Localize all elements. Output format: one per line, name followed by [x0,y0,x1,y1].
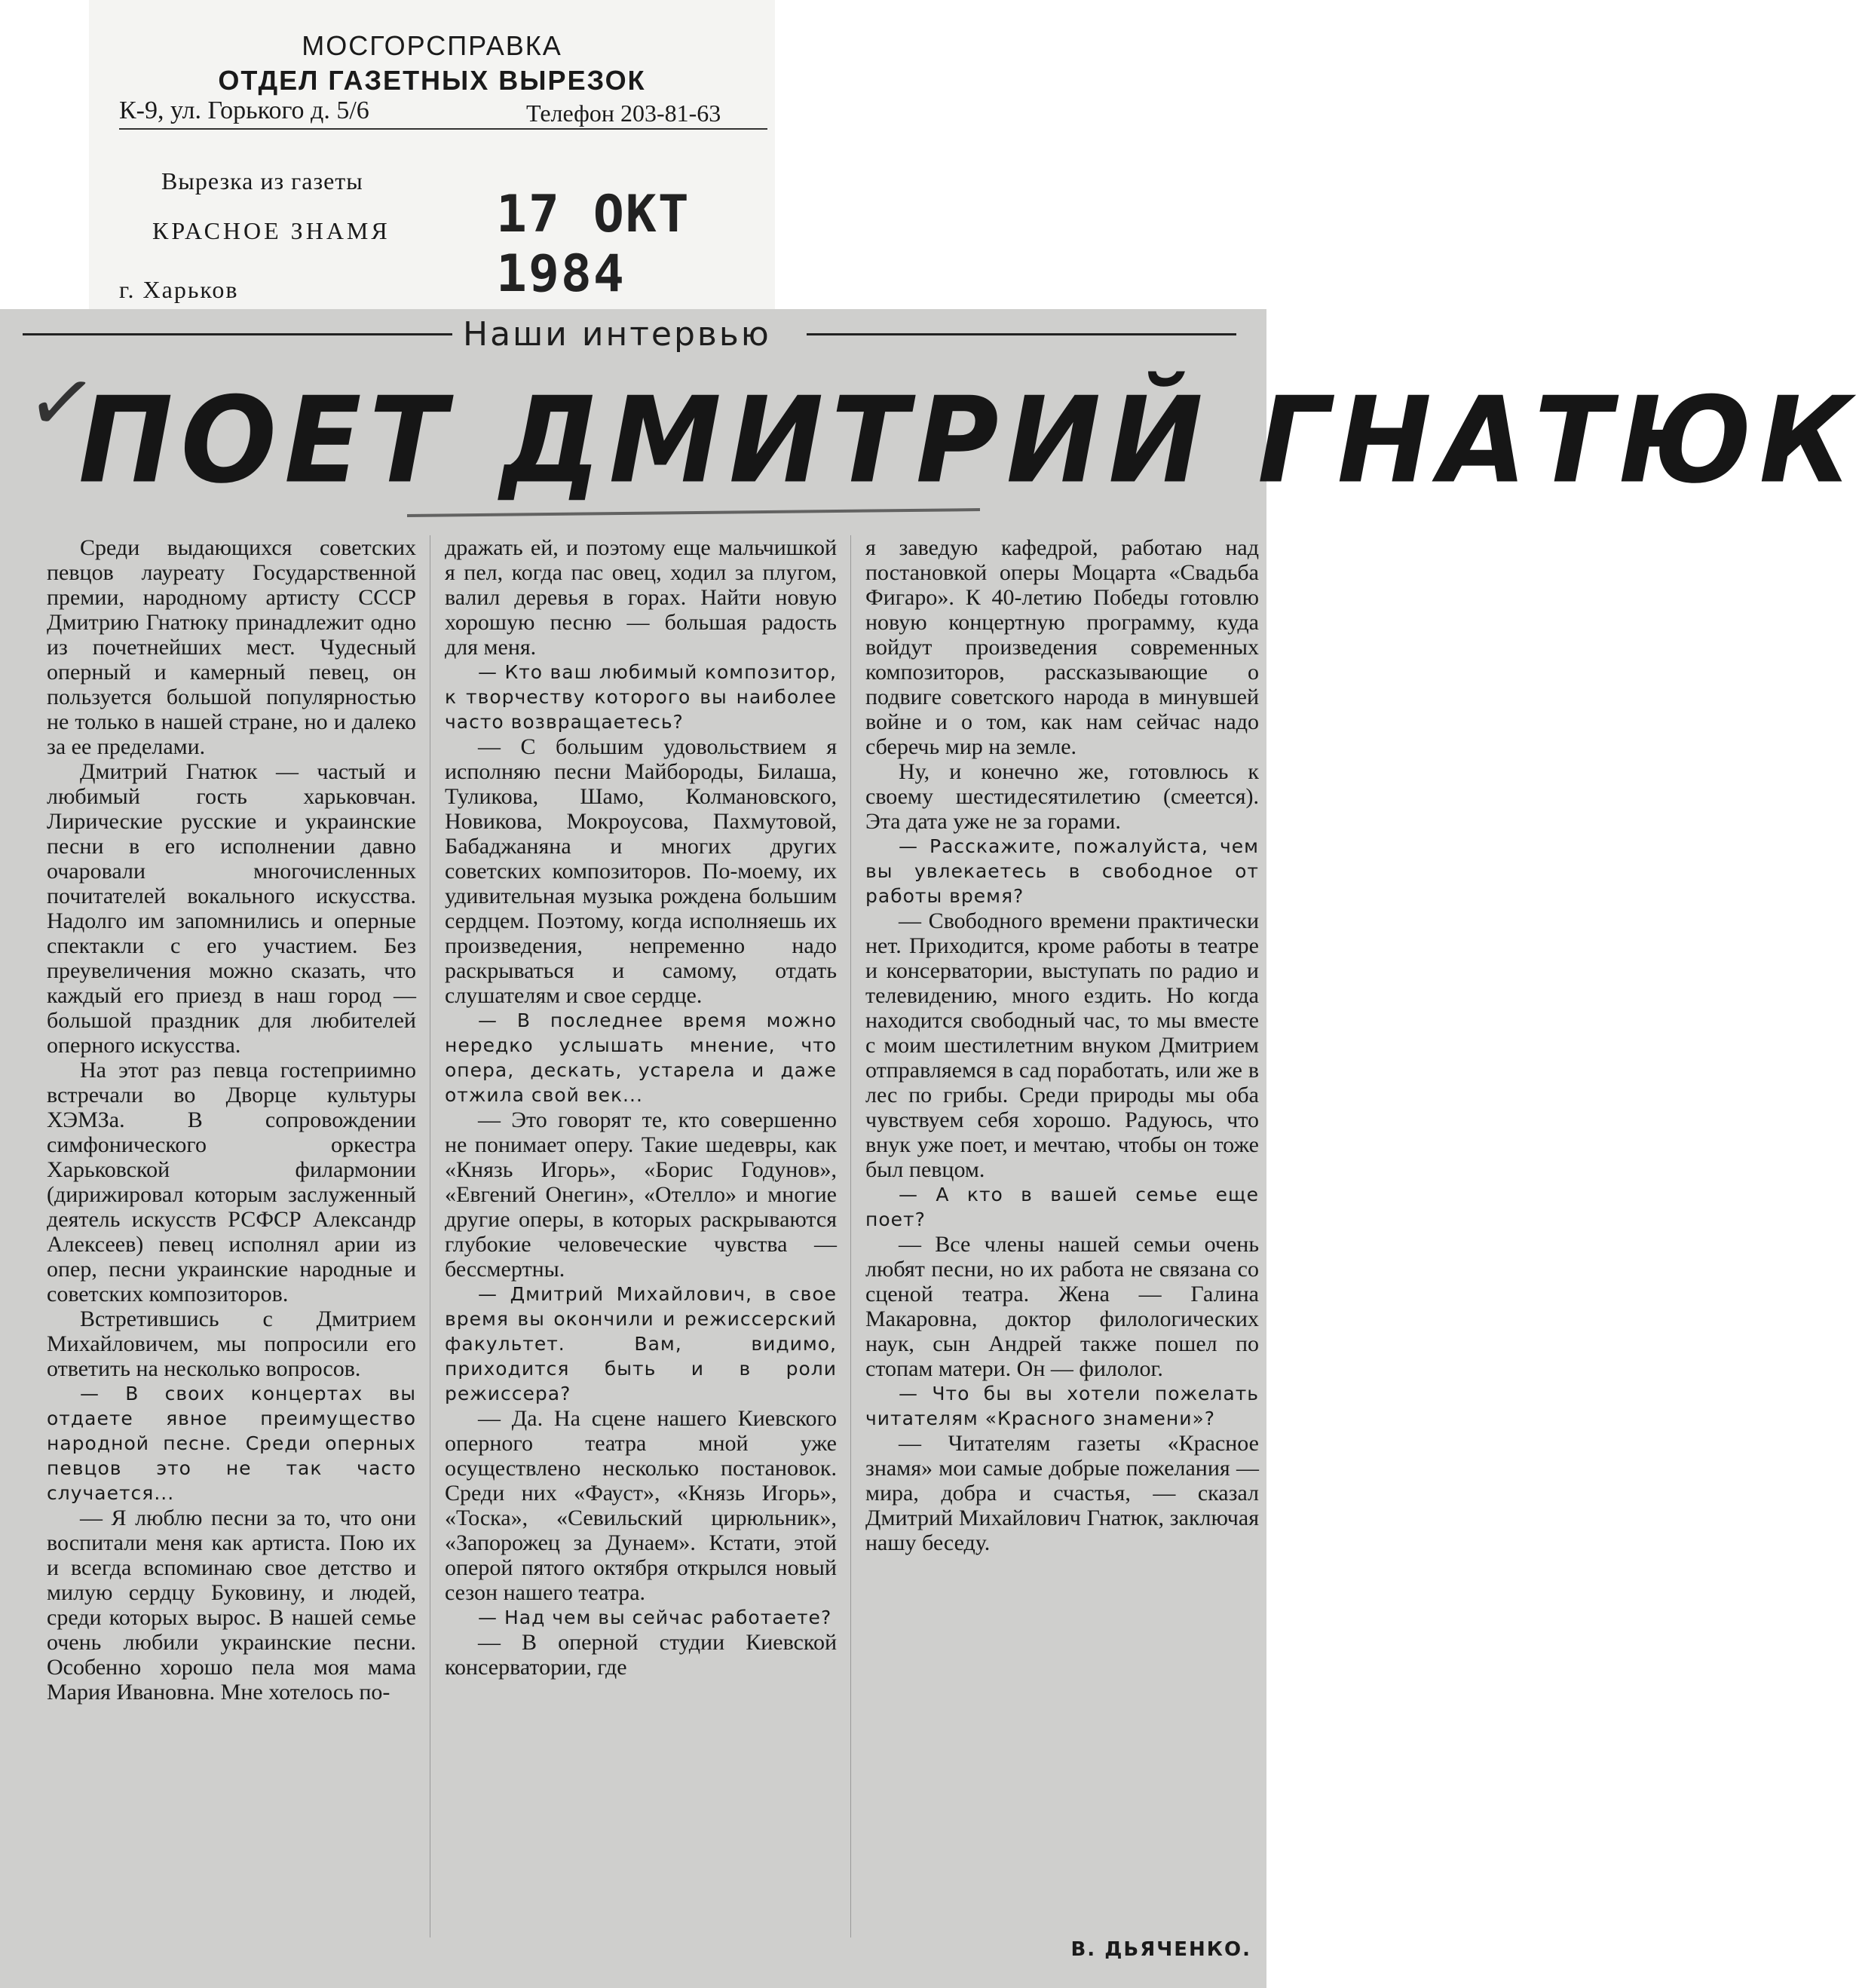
column-divider [850,535,851,1937]
article-paragraph: Среди выдающихся советских певцов лауреату Государственной премии, народному артисту СССР Дмитрию Гнатюку принадлежит одно из почетнейших мест. Чудесный оперный и камерный певец, он пользуется большой популярностью не только в нашей стране, но и далеко за ее пределами. [47,535,416,759]
slip-divider [119,128,767,130]
article-paragraph: — В оперной студии Киевской консерватории, где [445,1630,837,1680]
interview-question: — Расскажите, пожалуйста, чем вы увлекаетесь в свободное от работы время? [865,835,1259,907]
rubric-title: Наши интервью [463,315,771,354]
clip-label: Вырезка из газеты [161,167,363,195]
interview-question: — Дмитрий Михайлович, в свое время вы окончили и режиссерский факультет. Вам, видимо, приходится быть и в роли режиссера? [445,1283,837,1404]
article-paragraph: — Читателям газеты «Красное знамя» мои самые добрые пожелания — мира, добра и счастья, — сказал Дмитрий Михайлович Гнатюк, заключая нашу беседу. [865,1431,1259,1555]
interview-question: — Над чем вы сейчас работаете? [478,1607,832,1628]
article-paragraph: Ну, и конечно же, готовлюсь к своему шестидесятилетию (смеется). Эта дата уже не за горами. [865,759,1259,834]
agency-phone: Телефон 203-81-63 [526,100,721,127]
article-column-3 [865,535,1259,1555]
agency-address: К-9, ул. Горького д. 5/6 [119,96,369,124]
article-paragraph: я заведую кафедрой, работаю над постановкой оперы Моцарта «Свадьба Фигаро». К 40-летию Победы готовлю новую концертную программу, куда войдут произведения современных композиторов, рассказывающие о подвиге советского народа в минувшей войне и о том, как нам сейчас надо сберечь мир на земле. [865,535,1259,759]
department-name: ОТДЕЛ ГАЗЕТНЫХ ВЫРЕЗОК [218,65,646,96]
rubric-rule-left [23,333,452,335]
rubric-rule-right [807,333,1236,335]
article-paragraph: — Да. На сцене нашего Киевского оперного театра мной уже осуществлено несколько постановок. Среди них «Фауст», «Князь Игорь», «Тоска», «Севильский цирюльник», «Запорожец за Дунаем». Кстати, этой оперой пятого октября открылся новый сезон нашего театра. [445,1406,837,1605]
article-column-1 [47,535,416,1705]
article-paragraph: На этот раз певца гостеприимно встречали во Дворце культуры ХЭМЗа. В сопровождении симфонического оркестра Харьковской филармонии (дирижировал которым заслуженный деятель искусств РСФСР Александр Алексеев) певец исполнял арии из опер, песни украинские народные и советских композиторов. [47,1058,416,1306]
article-paragraph: — Я люблю песни за то, что они воспитали меня как артиста. Пою их и всегда вспоминаю свое детство и милую сердцу Буковину, и людей, среди которых вырос. В нашей семье очень любили украинские песни. Особенно хорошо пела моя мама Мария Ивановна. Мне хотелось по- [47,1506,416,1705]
article-paragraph: — Все члены нашей семьи очень любят песни, но их работа не связана со сценой театра. Жена — Галина Макаровна, доктор филологических наук, сын Андрей также пошел по стопам матери. Он — филолог. [865,1232,1259,1381]
agency-name: МОСГОРСПРАВКА [302,30,562,61]
newspaper-clipping [0,309,1859,1988]
interview-question: — В последнее время можно нередко услышать мнение, что опера, дескать, устарела и даже отжила свой век... [445,1009,837,1106]
article-paragraph: — Это говорят те, кто совершенно не понимает оперу. Такие шедевры, как «Князь Игорь», «Борис Годунов», «Евгений Онегин», «Отелло» и многие другие оперы, в которых раскрываются глубокие человеческие чувства — бессмертны. [445,1107,837,1282]
interview-question: — В своих концертах вы отдаете явное преимущество народной песне. Среди оперных певцов это не так часто случается... [47,1383,416,1504]
checkmark-icon: ✓ [20,350,103,455]
newspaper-name: КРАСНОЕ ЗНАМЯ [152,217,390,244]
interview-question: — Что бы вы хотели пожелать читателям «Красного знамени»? [865,1383,1259,1429]
article-headline: ПОЕТ ДМИТРИЙ ГНАТЮК [78,372,1859,510]
clipping-service-slip [89,0,775,315]
interview-question: — Кто ваш любимый композитор, к творчеству которого вы наиболее часто возвращаетесь? [445,661,837,733]
article-paragraph: Дмитрий Гнатюк — частый и любимый гость харьковчан. Лирические русские и украинские песни в его исполнении давно очаровали многочисленных почитателей вокального искусства. Надолго им запомнились и оперные спектакли с его участием. Без преувеличения можно сказать, что каждый его приезд в наш город — большой праздник для любителей оперного искусства. [47,759,416,1058]
city-name: г. Харьков [119,276,239,303]
date-stamp: 17 ОКТ 1984 [496,185,691,304]
article-paragraph: — С большим удовольствием я исполняю песни Майбороды, Билаша, Туликова, Шамо, Колмановского, Новикова, Мокроусова, Пахмутовой, Бабаджаняна и многих других советских композиторов. По-моему, их удивительная музыка рождена большим сердцем. Поэтому, когда исполняешь их произведения, непременно надо раскрываться и самому, отдать слушателям и свое сердце. [445,734,837,1008]
article-paragraph: Встретившись с Дмитрием Михайловичем, мы попросили его ответить на несколько вопросов. [47,1306,416,1381]
article-paragraph: дражать ей, и поэтому еще мальчишкой я пел, когда пас овец, ходил за плугом, валил деревья в горах. Найти новую хорошую песню — большая радость для меня. [445,535,837,660]
article-paragraph: — Свободного времени практически нет. Приходится, кроме работы в театре и консерватории, выступать по радио и телевидению, много ездить. Но когда находится свободный час, то мы вместе с моим шестилетним внуком Дмитрием отправляемся в сад поработать, или же в лес по грибы. Среди природы мы оба чувствуем себя хорошо. Радуюсь, что внук уже поет, и мечтаю, чтобы он тоже был певцом. [865,908,1259,1182]
author-signature: В. ДЬЯЧЕНКО. [1070,1938,1251,1961]
article-column-2 [445,535,837,1680]
interview-question: — А кто в вашей семье еще поет? [865,1184,1259,1230]
